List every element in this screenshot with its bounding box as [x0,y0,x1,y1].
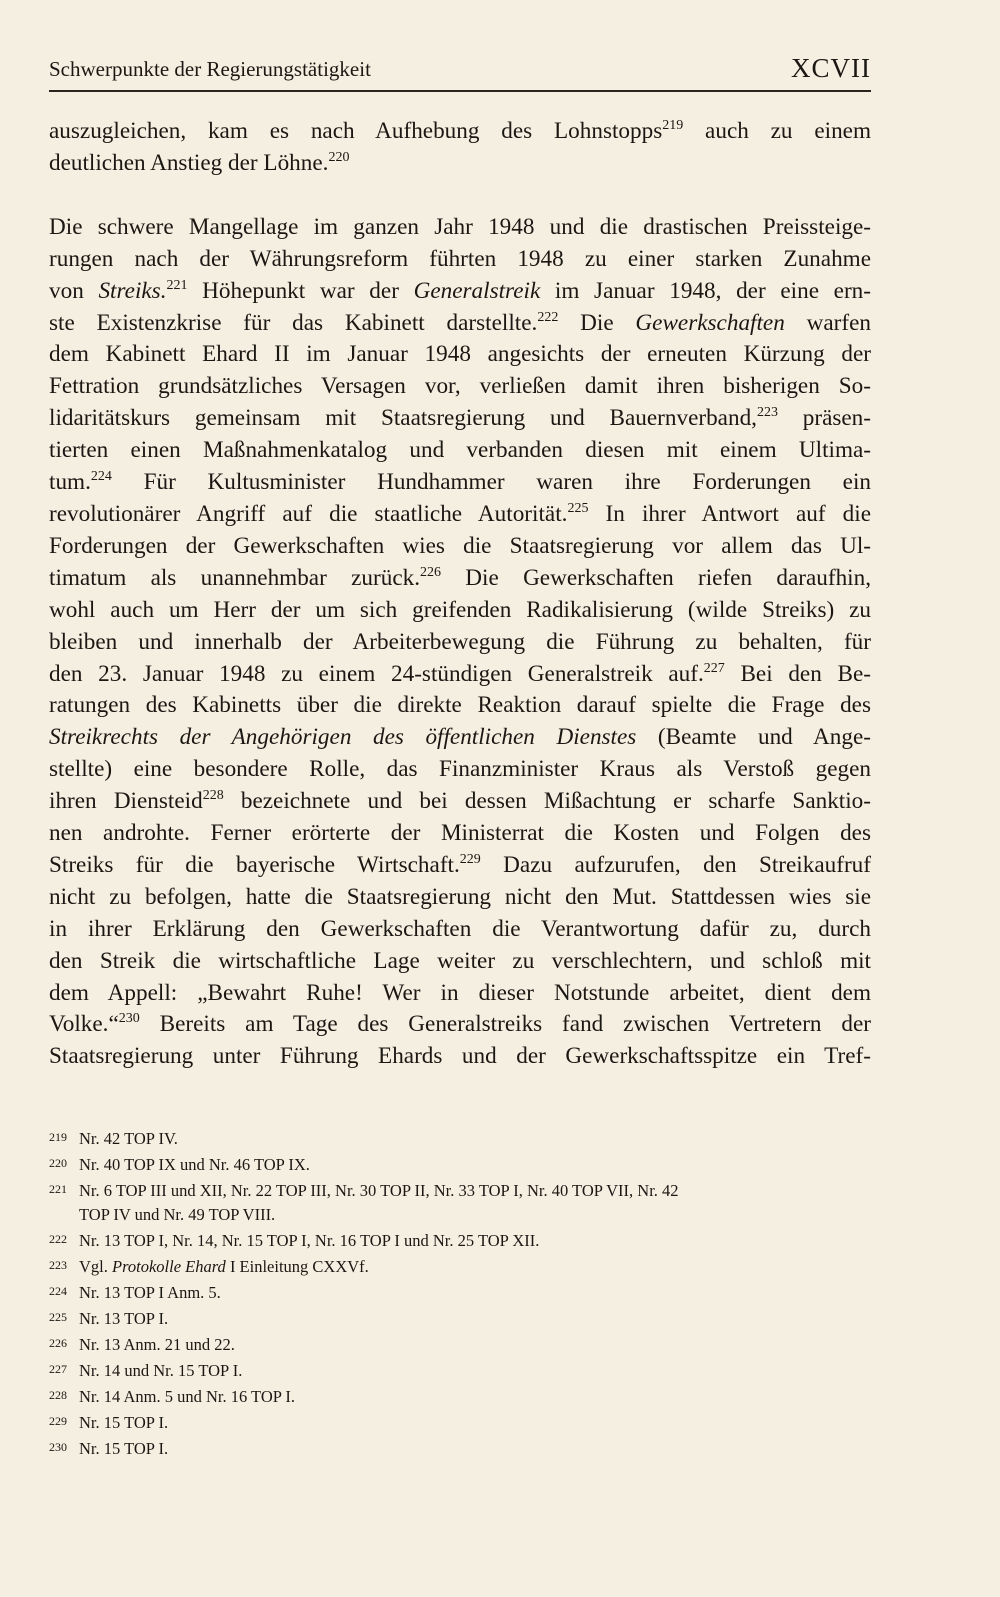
footnote-ref: 224 [90,469,112,485]
text-line: ste Existenzkrise für das Kabinett darstellte.$^{222}$ Die Gewerkschaften warfen [49,309,871,336]
footnote [49,1177,871,1203]
text-line: nen androhte. Ferner erörterte der Ministerrat die Kosten und Folgen des [49,820,871,847]
footnote-number: 222 [49,1232,67,1246]
footnote-text: Nr. 13 TOP I Anm. 5. [79,1283,221,1302]
footnote [49,1383,871,1409]
page-number: XCVII [791,53,871,83]
footnote [49,1227,871,1253]
footnotes [49,1125,871,1461]
text-line: lidaritätskurs gemeinsam mit Staatsregierung und Bauernverband,$^{223}$ präsen- [49,405,871,432]
text-line: Volke.“$^{230}$ Bereits am Tage des Generalstreiks fand zwischen Vertretern der [49,1011,871,1038]
body-text [49,116,871,1073]
footnote-number: 230 [49,1440,67,1454]
text-line: revolutionärer Angriff auf die staatliche Autorität.$^{225}$ In ihrer Antwort auf die [49,500,871,527]
footnote-text: Nr. 15 TOP I. [79,1413,169,1432]
text-line: von Streiks.$^{221}$ Höhepunkt war der Generalstreik im Januar 1948, der eine ern- [49,277,871,304]
footnote [49,1357,871,1383]
footnote-continuation: TOP IV und Nr. 49 TOP VIII. [79,1205,276,1224]
footnote-number: 221 [49,1182,67,1196]
text-line: nicht zu befolgen, hatte die Staatsregierung nicht den Mut. Stattdessen wies sie [49,883,871,910]
text-line: auszugleichen, kam es nach Aufhebung des Lohnstopps$^{219}$ auch zu einem [49,118,872,144]
footnote-number: 219 [49,1130,67,1144]
footnote-text: Nr. 14 Anm. 5 und Nr. 16 TOP I. [79,1387,296,1406]
footnote-number: 229 [49,1414,67,1428]
footnote [49,1435,871,1461]
text-line: Streikrechts der Angehörigen des öffentlichen Dienstes (Beamte und Ange- [49,724,871,751]
footnote-ref: 222 [537,309,559,325]
footnote-text: Nr. 6 TOP III und XII, Nr. 22 TOP III, Nr. 30 TOP II, Nr. 33 TOP I, Nr. 40 TOP VII, Nr. 42 [79,1181,679,1200]
footnote-text: Nr. 13 Anm. 21 und 22. [79,1335,235,1354]
text-line: wohl auch um Herr der um sich greifenden Radikalisierung (wilde Streiks) zu [49,596,871,623]
footnote-text: Nr. 40 TOP IX und Nr. 46 TOP IX. [79,1155,310,1174]
running-head [49,50,871,92]
footnote-number: 223 [49,1258,67,1272]
footnote [49,1279,871,1305]
footnote-ref: 226 [420,564,441,580]
text-line: rungen nach der Währungsreform führten 1948 zu einer starken Zunahme [49,245,871,272]
footnote-ref: 221 [166,277,188,293]
footnote [49,1125,871,1151]
text-line: deutlichen Anstieg der Löhne.$^{220}$ [49,149,350,176]
footnote [49,1305,871,1331]
footnote: 223 Vgl. Protokolle Ehard I Einleitung CXXVf. [49,1253,871,1279]
footnote-ref: 227 [703,660,725,676]
text-line: Die schwere Mangellage im ganzen Jahr 1948 und die drastischen Preissteige- [49,213,871,240]
text-line: Fettration grundsätzliches Versagen vor, verließen damit ihren bisherigen So- [49,373,871,400]
footnote-text: Nr. 42 TOP IV. [79,1129,178,1148]
footnote-text: Nr. 13 TOP I, Nr. 14, Nr. 15 TOP I, Nr. 16 TOP I und Nr. 25 TOP XII. [79,1231,540,1250]
text-line: den Streik die wirtschaftliche Lage weiter zu verschlechtern, und schloß mit [49,947,871,974]
footnote-number: 226 [49,1336,67,1350]
footnote-ref: 223 [756,405,778,421]
footnote-text: Nr. 13 TOP I. [79,1309,169,1328]
paragraph-gap [49,180,871,212]
footnote-number: 227 [49,1362,67,1376]
footnote-text: Nr. 14 und Nr. 15 TOP I. [79,1361,243,1380]
footnote-ref: 225 [567,500,589,516]
text-line: tierten einen Maßnahmenkatalog und verbanden diesen mit einem Ultima- [49,437,871,464]
footnote-ref: 228 [202,788,224,804]
footnote-ref: 220 [328,149,350,165]
text-line: in ihrer Erklärung den Gewerkschaften die Verantwortung dafür zu, durch [49,915,871,942]
footnote-text: Nr. 15 TOP I. [79,1439,169,1458]
text-line: ihren Diensteid$^{228}$ bezeichnete und bei dessen Mißachtung er scharfe Sanktio- [49,788,871,815]
text-line: ratungen des Kabinetts über die direkte Reaktion darauf spielte die Frage des [49,692,871,719]
footnote [49,1409,871,1435]
footnote-number: 224 [49,1284,67,1298]
footnote-number: 228 [49,1388,67,1402]
text-line: stellte) eine besondere Rolle, das Finanzminister Kraus als Verstoß gegen [49,756,871,783]
text-line: tum.$^{224}$ Für Kultusminister Hundhammer waren ihre Forderungen ein [49,469,871,496]
text-line: dem Appell: „Bewahrt Ruhe! Wer in dieser Notstunde arbeitet, dient dem [49,979,871,1006]
text-line: bleiben und innerhalb der Arbeiterbewegung die Führung zu behalten, für [49,628,871,655]
footnote-ref: 229 [459,851,481,867]
running-title: Schwerpunkte der Regierungstätigkeit [49,57,371,81]
footnote [49,1151,871,1177]
footnote-ref: 230 [118,1011,140,1027]
text-line: Staatsregierung unter Führung Ehards und der Gewerkschaftsspitze ein Tref- [49,1043,871,1070]
text-line: dem Kabinett Ehard II im Januar 1948 angesichts der erneuten Kürzung der [49,341,871,368]
footnote-number: 220 [49,1156,67,1170]
footnote-ref: 219 [662,118,684,133]
footnote [49,1331,871,1357]
text-line: den 23. Januar 1948 zu einem 24-stündigen Generalstreik auf.$^{227}$ Bei den Be- [49,660,871,687]
text-line: Forderungen der Gewerkschaften wies die Staatsregierung vor allem das Ul- [49,532,871,559]
text-line: timatum als unannehmbar zurück.$^{226}$ Die Gewerkschaften riefen daraufhin, [49,564,871,591]
footnote-number: 225 [49,1310,67,1324]
text-line: Streiks für die bayerische Wirtschaft.$^{229}$ Dazu aufzurufen, den Streikaufruf [49,851,871,878]
